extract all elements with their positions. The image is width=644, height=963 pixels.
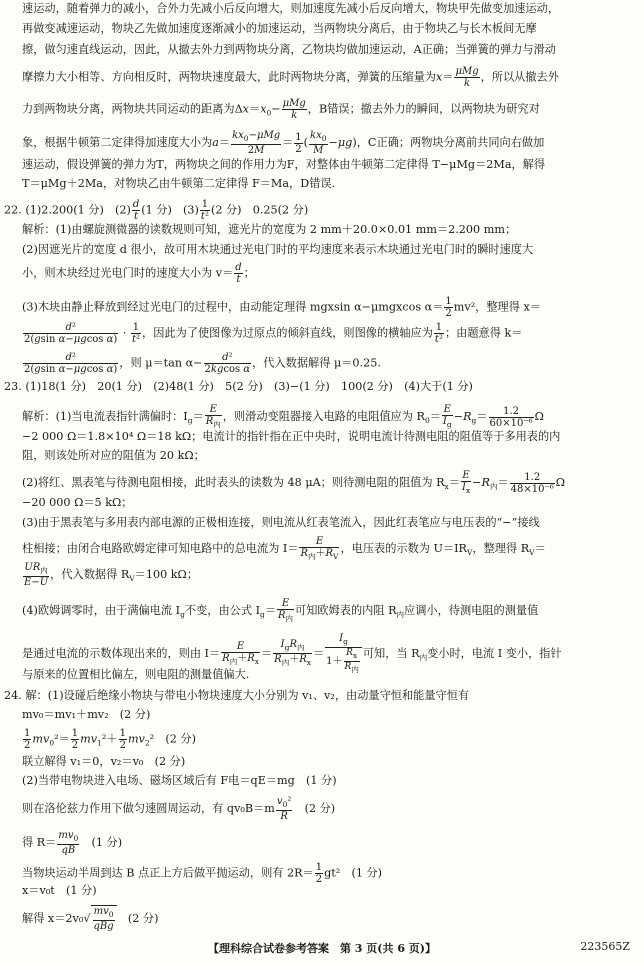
formula: $kx_0-\mu Mg$ 2M: [232, 130, 281, 156]
question-22-answers: [4, 199, 308, 222]
text-segment: mv²，整理得 x＝: [453, 300, 541, 314]
text-segment: 可知，当 R: [362, 646, 420, 660]
text-line: 解得 x＝2v₀√ $mv_0$ qBg (2 分): [22, 906, 159, 932]
question-24-header: 24. 解：(1)设碰后绝缘小物块与带电小物块速度大小分别为 v₁、v₂，由动量守恒和能量守恒有: [4, 689, 470, 702]
text-segment: ，代入数据得 R: [50, 568, 130, 581]
text-segment: (2 分): [165, 732, 196, 746]
text-line: 擦，做匀速直线运动，因此，从撤去外力到两物块分离，乙物块均做加速运动，A正确；当弹簧的弹力与滑动: [22, 43, 556, 56]
formula: $\frac{1}{2}$: [295, 131, 302, 155]
text-segment: (2)将红、黑表笔与待测电阻相接，此时表头的读数为 48 μA；则待测电阻的阻值为 R: [22, 476, 445, 489]
formula: $UR_内$ E−U: [24, 562, 49, 588]
formula: $\frac{1.2}{\text{48×10⁻⁶}}$: [510, 471, 554, 495]
paper-code: 223565Z: [580, 940, 630, 953]
text-line: (3)由于黑表笔与多用表内部电源的正极相连接，则电流从红表笔流入，因此红表笔应与电压表的“−”接线: [22, 516, 540, 529]
text-segment: ＝100 kΩ；: [134, 568, 199, 581]
text-line: $\frac{\text{d²}}{\text{2(gsin α−μgcos α)}}$ · $\frac{1}{\text{t²}}$ ，因此为了使图像为过原点的倾斜直线，则图像的横轴应为 $\frac{1}{\text{t²}}$ ；由题意得 k＝: [24, 322, 523, 345]
text-line: x＝v₀t (1 分): [22, 884, 97, 897]
text-segment: ，则 μ＝tan α−: [119, 356, 203, 370]
text-segment: ，代入数据解得 μ＝0.25.: [252, 356, 381, 370]
formula: $\frac{1}{\text{t²}}$: [131, 322, 141, 345]
radical: [91, 905, 117, 932]
formula: $\frac{1}{2}$: [24, 728, 31, 751]
text-segment: (2 分) 0.25(2 分): [210, 203, 309, 217]
text-line: −2 000 Ω＝1.8×10⁴ Ω＝18 kΩ；电流计的指针指在正中央时，说明电流计待测电阻的阻值等于多用表的内: [22, 430, 561, 443]
text-segment: 当物块运动半周到达 B 点正上方后做平抛运动，则有 2R＝: [22, 866, 314, 880]
text-segment: 摩擦力大小相等、方向相反时，两物块速度最大，此时两物块分离，弹簧的压缩量为: [22, 70, 436, 84]
formula: $\frac{\text{d²}}{\text{2(gsin α−μgcos α)}}$: [24, 322, 118, 345]
text-segment: 得 R＝: [22, 836, 57, 849]
text-segment: gt² (1 分): [324, 866, 383, 880]
formula: $\frac{v_0^2}{R}$: [276, 796, 292, 822]
text-segment: 应调小，待测电阻的测量值: [404, 604, 539, 617]
text-line: $UR_内$ E−U ，代入数据得 $R_V=100$ kΩ；: [24, 562, 199, 588]
formula: $\frac{\text{d²}}{\text{2kgcos α}}$: [204, 352, 251, 375]
text-line: (4)欧姆调零时，由于满偏电流 $I_g$不变，由公式 $I_g=$ E $R_内$ 可知欧姆表的内阻 $R_内$应调小，待测电阻的测量值: [22, 598, 539, 623]
formula: $\frac{1}{\text{t²}}$: [200, 199, 209, 222]
formula: $\frac{1}{2}$: [445, 296, 452, 319]
text-line: [22, 296, 541, 319]
formula: $\frac{1}{2}$: [315, 862, 323, 885]
text-segment: ，则滑动变阻器接入电路的电阻值应为 R: [222, 410, 425, 423]
formula: μMg k: [455, 66, 479, 89]
text-line: 与原来的位置相比偏左，则电阻的测量值偏大.: [22, 668, 250, 681]
text-line: 再做变减速运动，物块乙先做加速度逐渐减小的加速运动，当两物块分离后，由于物块乙与长木板间无摩: [22, 22, 537, 35]
text-line: [22, 830, 122, 856]
text-segment: 22. (1)2.200(1 分) (2): [4, 203, 131, 217]
text-segment: Ω: [555, 476, 566, 489]
question-23-answers: 23. (1)18(1 分) 20(1 分) (2)48(1 分) 5(2 分) (3)−(1 分) 100(2 分) (4)大于(1 分): [4, 380, 473, 393]
formula: E $R_内+R_x$: [222, 640, 259, 666]
text-segment: ，因此为了使图像为过原点的倾斜直线，则图像的横轴应为: [142, 326, 433, 340]
formula: $\frac{1.2}{\text{60×10⁻⁶}}$: [489, 405, 533, 429]
text-line: (2)将红、黑表笔与待测电阻相接，此时表头的读数为 48 μA；则待测电阻的阻值为 $R_x=$ $\frac{E}{I_x}$ $-R_内=$ $\frac{1.2}{\text{48×10⁻⁶}}$ Ω: [22, 470, 566, 495]
text-segment: 则在洛伦兹力作用下做匀速圆周运动，有 qv₀B＝m: [22, 802, 275, 815]
text-segment: 象，根据牛顿第二定律得加速度大小为: [22, 136, 213, 149]
text-segment: (4)欧姆调零时，由于满偏电流 I: [22, 604, 181, 617]
text-line: 解析：(1)当电流表指针满偏时：$I_g=$ E $R_内$ ，则滑动变阻器接入电路的电阻值应为 $R_0=$ $\frac{E}{I_g}$ $-R_g=$ $\frac{1.2}{\text{60×10⁻⁶}}$ Ω: [22, 404, 544, 429]
formula: $\frac{d}{t}$: [235, 262, 242, 285]
text-line: 联立解得 v₁＝0，v₂＝v₀ (2 分): [22, 755, 186, 768]
formula: $I_gR_内$ $R_内+R_x$: [274, 639, 311, 668]
text-segment: Ω: [534, 410, 544, 423]
formula: $\frac{1}{2}$: [71, 728, 79, 751]
text-line: 象，根据牛顿第二定律得加速度大小为a＝ $kx_0-\mu Mg$ 2M ＝ $\frac{1}{2}$ ( $\frac{kx_0}{M}$ −μg)，C正确；两物块分离前共同向右做加: [22, 130, 545, 156]
text-line: 解析：(1)由螺旋测微器的读数规则可知，遮光片的宽度为 2 mm＋20.0×0.01 mm＝2.200 mm；: [22, 223, 517, 236]
formula: E $R_内$: [205, 404, 221, 429]
text-line: [22, 796, 335, 822]
text-line: −20 000 Ω＝5 kΩ；: [22, 496, 133, 509]
formula: $\frac{mv_0}{qB}$: [58, 830, 79, 856]
text-segment: ，B错误；撤去外力的瞬间，以两物块为研究对: [307, 102, 540, 116]
text-line: (2)因遮光片的宽度 d 很小，故可用木块通过光电门时的平均速度来表示木块通过光电门时的瞬时速度大: [22, 243, 534, 256]
text-line: 速运动，假设弹簧的弹力为T，两物块之间的作用力为F，对整体由牛顿第二定律得 T−μMg＝2Ma，解得: [22, 158, 546, 171]
text-line: 速运动，随着弹力的减小，合外力先减小后反向增大，则加速度先减小后反向增大，物块甲先做变加速运动，: [22, 2, 560, 15]
text-segment: 不变，由公式 I: [184, 604, 260, 617]
formula: E $R_内+R_V$: [300, 536, 339, 561]
text-segment: 解得 x＝2v₀: [22, 912, 84, 925]
text-line: 阻，则该处所对应的阻值为 20 kΩ；: [22, 449, 205, 462]
text-segment: (3)木块由静止释放到经过光电门的过程中，由动能定理得 mgxsin α−μmgxcos α＝: [22, 300, 444, 314]
formula: $I_g$ 1＋ $R_x$ $R_内$: [325, 633, 362, 675]
text-segment: ；由题意得 k＝: [444, 326, 523, 340]
text-segment: ，整理得 R: [472, 542, 530, 555]
text-segment: 可知欧姆表的内阻 R: [295, 604, 397, 617]
text-line: 柱相接；由闭合电路欧姆定律可知电路中的总电流为 I＝ E $R_内+R_V$ ，电压表的示数为 $U=IR_V$，整理得 $R_V=$: [22, 536, 546, 561]
text-segment: ，所以从撤去外: [480, 70, 559, 84]
text-segment: (1 分) (3): [141, 203, 199, 217]
text-segment: ，电压表的示数为 U＝IR: [340, 542, 467, 555]
formula: $mv_0$ qBg: [93, 906, 114, 932]
text-segment: (1 分): [91, 836, 123, 849]
text-segment: 解析：(1)当电流表指针满偏时：I: [22, 410, 188, 423]
text-line: [22, 862, 382, 885]
formula: E $R_内$: [278, 598, 294, 623]
formula: $\frac{1}{\text{t²}}$: [434, 322, 443, 345]
text-line: 摩擦力大小相等、方向相反时，两物块速度最大，此时两物块分离，弹簧的压缩量为x＝ μMg k ，所以从撤去外: [22, 66, 559, 89]
text-line: 是通过电流的示数体现出来的，则由 I＝ E $R_内+R_x$ ＝ $I_gR_内$ $R_内+R_x$ ＝ $I_g$ 1＋ $R_x$ $R_内$ 可知，当 $R_内$变小时，电流 I 变小，指针: [22, 633, 562, 674]
text-line: [22, 352, 381, 375]
formula: $\frac{\text{d²}}{\text{2(gsin α−μgcos α)}}$: [24, 352, 118, 375]
text-segment: ；: [243, 266, 255, 280]
formula: μMg k: [282, 98, 306, 121]
formula: $\frac{1}{2}$: [119, 728, 126, 751]
text-segment: ，C正确；两物块分离前共同向右做加: [356, 136, 545, 149]
text-line: mv₀＝mv₁＋mv₂ (2 分): [22, 708, 151, 721]
text-segment: 是通过电流的示数体现出来的，则由 I＝: [22, 646, 221, 660]
text-segment: 力到两物块分离，两物块共同运动的距离为: [22, 102, 235, 116]
text-segment: 柱相接；由闭合电路欧姆定律可知电路中的总电流为 I＝: [22, 542, 299, 555]
formula: $\frac{kx_0}{M}$: [310, 130, 327, 156]
text-segment: 变小时，电流 I 变小，指针: [427, 646, 562, 660]
text-segment: (2 分): [127, 912, 159, 925]
formula: $\frac{E}{I_x}$: [461, 470, 471, 495]
text-line: 力到两物块分离，两物块共同运动的距离为$\Delta x=x_0-$ μMg k ，B错误；撤去外力的瞬间，以两物块为研究对: [22, 98, 540, 121]
text-line: (2)当带电物块进入电场、磁场区域后有 F电＝qE＝mg (1 分): [22, 774, 337, 787]
text-line: $\frac{1}{2}$ $mv_0^2=$ $\frac{1}{2}$ $mv_1^2+$ $\frac{1}{2}$ $mv_2^2$ (2 分): [24, 728, 196, 751]
text-segment: 小，则木块经过光电门时的速度大小为 v＝: [22, 266, 234, 280]
page-footer: 【理科综合试卷参考答案 第 3 页(共 6 页)】: [207, 942, 437, 955]
text-line: [22, 262, 255, 285]
text-line: T＝μMg＋2Ma，对物块乙由牛顿第二定律得 F＝Ma，D错误.: [22, 177, 336, 190]
formula: $\frac{E}{I_g}$: [442, 404, 452, 429]
text-segment: (2 分): [304, 802, 336, 815]
formula: $\frac{d}{t}$: [132, 199, 140, 222]
